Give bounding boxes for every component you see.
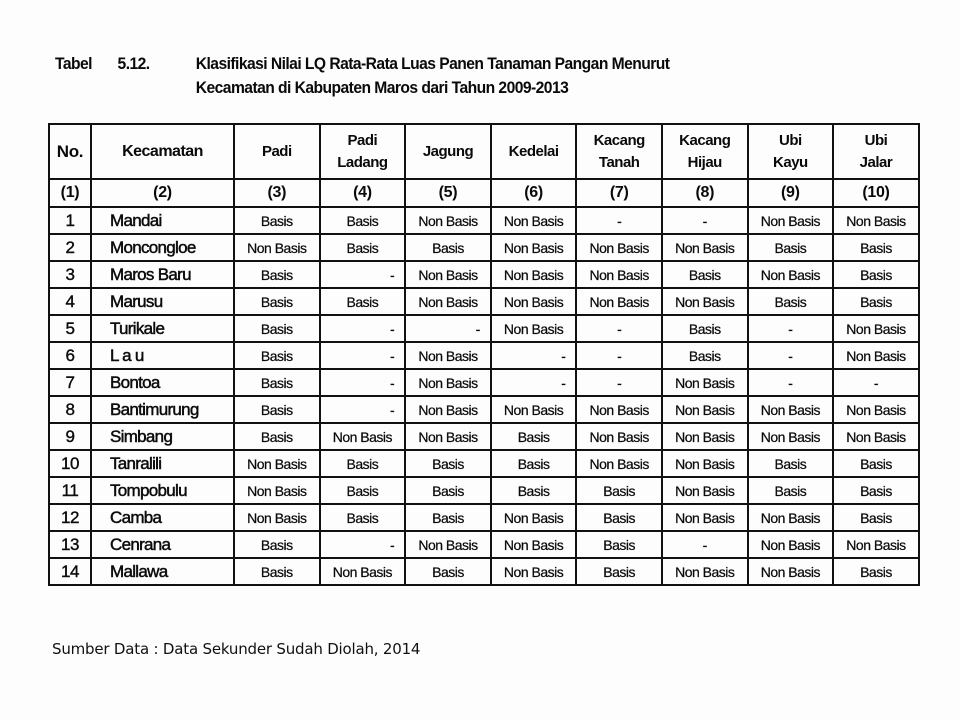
lq-class-cell: -: [576, 315, 662, 342]
table-row: [49, 369, 919, 396]
caption-title-line-1: Klasifikasi Nilai LQ Rata-Rata Luas Panen Tanaman Pangan Menurut: [195, 54, 670, 73]
lq-class-cell: -: [833, 369, 919, 396]
kecamatan-name: Tanralili: [91, 450, 234, 477]
kecamatan-name: Marusu: [91, 288, 234, 315]
caption-indent: [55, 76, 196, 100]
source-note: Sumber Data : Data Sekunder Sudah Diolah, 2014: [52, 640, 421, 658]
lq-class-cell: Basis: [405, 450, 491, 477]
header-ubi-jalar: [833, 124, 919, 179]
lq-class-cell: Non Basis: [405, 207, 491, 234]
header-no: No.: [49, 124, 91, 179]
header-kacang-hijau-line-2: Hijau: [687, 153, 722, 171]
lq-class-cell: Basis: [833, 450, 919, 477]
lq-class-cell: -: [662, 531, 748, 558]
row-number: 5: [49, 315, 91, 342]
lq-class-cell: Non Basis: [662, 396, 748, 423]
row-number: 6: [49, 342, 91, 369]
lq-class-cell: Basis: [320, 288, 406, 315]
lq-class-cell: Non Basis: [234, 450, 320, 477]
lq-class-cell: Non Basis: [662, 504, 748, 531]
header-ubi-jalar-line-1: Ubi: [864, 131, 888, 149]
lq-class-cell: Non Basis: [662, 558, 748, 585]
lq-class-cell: -: [320, 315, 406, 342]
table-row: [49, 342, 919, 369]
lq-class-cell: Basis: [662, 261, 748, 288]
lq-class-cell: Non Basis: [748, 261, 834, 288]
lq-class-cell: Basis: [405, 234, 491, 261]
header-kacang-tanah-line-1: Kacang: [593, 131, 645, 149]
table-row: [49, 558, 919, 585]
lq-class-cell: Basis: [833, 477, 919, 504]
lq-class-cell: Non Basis: [405, 342, 491, 369]
lq-class-cell: Basis: [320, 477, 406, 504]
lq-class-cell: Non Basis: [320, 558, 406, 585]
lq-class-cell: -: [320, 342, 406, 369]
header-row: [49, 124, 919, 179]
lq-class-cell: Non Basis: [405, 369, 491, 396]
kecamatan-name: Moncongloe: [91, 234, 234, 261]
lq-classification-table: [48, 123, 920, 586]
lq-class-cell: Basis: [234, 558, 320, 585]
kecamatan-name: Cenrana: [91, 531, 234, 558]
lq-class-cell: Basis: [491, 477, 577, 504]
lq-class-cell: Non Basis: [234, 234, 320, 261]
lq-class-cell: -: [320, 396, 406, 423]
header-kacang-hijau-line-1: Kacang: [679, 131, 731, 149]
lq-class-cell: Non Basis: [748, 558, 834, 585]
table-row: [49, 504, 919, 531]
lq-class-cell: Basis: [833, 288, 919, 315]
lq-class-cell: Basis: [405, 558, 491, 585]
row-number: 12: [49, 504, 91, 531]
lq-class-cell: Basis: [234, 342, 320, 369]
row-number: 3: [49, 261, 91, 288]
lq-class-cell: Basis: [748, 477, 834, 504]
lq-class-cell: Basis: [234, 288, 320, 315]
column-number: (5): [405, 179, 491, 207]
table-row: [49, 261, 919, 288]
kecamatan-name: Bantimurung: [91, 396, 234, 423]
table-row: [49, 423, 919, 450]
lq-class-cell: Non Basis: [491, 207, 577, 234]
column-number: (2): [91, 179, 234, 207]
header-jagung: Jagung: [405, 124, 491, 179]
lq-class-cell: -: [405, 315, 491, 342]
lq-class-cell: Basis: [234, 531, 320, 558]
lq-class-cell: Non Basis: [405, 423, 491, 450]
lq-class-cell: Basis: [833, 504, 919, 531]
header-ubi-kayu-line-2: Kayu: [773, 153, 808, 171]
lq-class-cell: -: [662, 207, 748, 234]
row-number: 8: [49, 396, 91, 423]
lq-class-cell: Non Basis: [491, 396, 577, 423]
lq-class-cell: Non Basis: [491, 315, 577, 342]
lq-class-cell: -: [576, 369, 662, 396]
lq-class-cell: Non Basis: [662, 288, 748, 315]
lq-class-cell: Non Basis: [662, 234, 748, 261]
lq-class-cell: Basis: [662, 315, 748, 342]
lq-class-cell: -: [748, 369, 834, 396]
lq-class-cell: Basis: [491, 423, 577, 450]
lq-class-cell: Non Basis: [662, 369, 748, 396]
lq-class-cell: Non Basis: [662, 450, 748, 477]
row-number: 14: [49, 558, 91, 585]
header-kacang-tanah: [576, 124, 662, 179]
lq-class-cell: -: [748, 315, 834, 342]
lq-class-cell: Non Basis: [576, 396, 662, 423]
header-ubi-jalar-line-2: Jalar: [859, 153, 893, 171]
kecamatan-name: Bontoa: [91, 369, 234, 396]
lq-class-cell: -: [320, 369, 406, 396]
header-kacang-tanah-line-2: Tanah: [598, 153, 640, 171]
lq-class-cell: Basis: [405, 504, 491, 531]
lq-class-cell: Basis: [662, 342, 748, 369]
lq-class-cell: Non Basis: [833, 207, 919, 234]
lq-class-cell: Non Basis: [234, 504, 320, 531]
lq-class-cell: Non Basis: [234, 477, 320, 504]
column-number: (4): [320, 179, 406, 207]
row-number: 11: [49, 477, 91, 504]
row-number: 10: [49, 450, 91, 477]
kecamatan-name: Simbang: [91, 423, 234, 450]
lq-class-cell: Basis: [833, 234, 919, 261]
lq-class-cell: Non Basis: [833, 342, 919, 369]
column-number: (7): [576, 179, 662, 207]
lq-class-cell: Non Basis: [576, 450, 662, 477]
lq-class-cell: Basis: [748, 450, 834, 477]
lq-class-cell: Basis: [833, 558, 919, 585]
lq-class-cell: Non Basis: [748, 423, 834, 450]
lq-class-cell: -: [576, 207, 662, 234]
lq-class-cell: Basis: [320, 234, 406, 261]
column-number: (9): [748, 179, 834, 207]
lq-class-cell: Basis: [405, 477, 491, 504]
caption-title-line-2: Kecamatan di Kabupaten Maros dari Tahun 2009-2013: [195, 78, 569, 97]
kecamatan-name: Tompobulu: [91, 477, 234, 504]
lq-class-cell: Basis: [234, 315, 320, 342]
column-number: (10): [833, 179, 919, 207]
lq-class-cell: -: [748, 342, 834, 369]
table-row: [49, 531, 919, 558]
row-number: 1: [49, 207, 91, 234]
lq-class-cell: Non Basis: [405, 261, 491, 288]
header-padi-ladang-line-1: Padi: [347, 131, 378, 149]
lq-class-cell: Basis: [748, 288, 834, 315]
lq-class-cell: Basis: [576, 477, 662, 504]
lq-class-cell: Basis: [320, 450, 406, 477]
table-row: [49, 315, 919, 342]
lq-class-cell: Basis: [234, 423, 320, 450]
lq-class-cell: Non Basis: [748, 207, 834, 234]
lq-class-cell: Basis: [748, 234, 834, 261]
header-ubi-kayu-line-1: Ubi: [779, 131, 802, 149]
lq-class-cell: Basis: [234, 369, 320, 396]
row-number: 9: [49, 423, 91, 450]
column-number: (3): [234, 179, 320, 207]
kecamatan-name: Camba: [91, 504, 234, 531]
column-number-row: [49, 179, 919, 207]
lq-class-cell: Non Basis: [748, 396, 834, 423]
column-number: (1): [49, 179, 91, 207]
column-number: (6): [491, 179, 577, 207]
row-number: 13: [49, 531, 91, 558]
header-kedelai: Kedelai: [491, 124, 577, 179]
row-number: 2: [49, 234, 91, 261]
kecamatan-name: Mallawa: [91, 558, 234, 585]
lq-class-cell: Basis: [320, 504, 406, 531]
lq-class-cell: Non Basis: [491, 558, 577, 585]
lq-class-cell: Non Basis: [491, 531, 577, 558]
lq-class-cell: Non Basis: [491, 261, 577, 288]
lq-class-cell: -: [320, 261, 406, 288]
table-caption: [55, 52, 669, 100]
lq-class-cell: Non Basis: [491, 288, 577, 315]
lq-class-cell: Non Basis: [576, 423, 662, 450]
caption-number: 5.12.: [117, 54, 150, 73]
caption-label: Tabel: [55, 54, 92, 73]
caption-line-2: [55, 76, 669, 100]
table-row: [49, 207, 919, 234]
table-row: [49, 288, 919, 315]
lq-class-cell: -: [491, 369, 577, 396]
lq-class-cell: -: [491, 342, 577, 369]
header-padi: Padi: [234, 124, 320, 179]
table-row: [49, 396, 919, 423]
lq-class-cell: Basis: [234, 396, 320, 423]
kecamatan-name: L a u: [91, 342, 234, 369]
kecamatan-name: Turikale: [91, 315, 234, 342]
column-number: (8): [662, 179, 748, 207]
lq-class-cell: Basis: [491, 450, 577, 477]
kecamatan-name: Maros Baru: [91, 261, 234, 288]
lq-class-cell: Non Basis: [576, 261, 662, 288]
table-row: [49, 450, 919, 477]
header-ubi-kayu: [748, 124, 834, 179]
lq-class-cell: -: [576, 342, 662, 369]
caption-line-1: [55, 52, 669, 76]
lq-class-cell: Non Basis: [491, 504, 577, 531]
header-kacang-hijau: [662, 124, 748, 179]
lq-class-cell: Basis: [576, 558, 662, 585]
header-padi-ladang-line-2: Ladang: [337, 153, 388, 171]
lq-class-cell: Non Basis: [576, 288, 662, 315]
header-padi-ladang: [320, 124, 406, 179]
table-row: [49, 477, 919, 504]
lq-class-cell: Non Basis: [833, 531, 919, 558]
lq-class-cell: Non Basis: [320, 423, 406, 450]
lq-class-cell: Non Basis: [748, 504, 834, 531]
lq-class-cell: Non Basis: [405, 531, 491, 558]
lq-class-cell: Non Basis: [405, 396, 491, 423]
lq-class-cell: Non Basis: [576, 234, 662, 261]
lq-class-cell: Non Basis: [662, 477, 748, 504]
header-kecamatan: Kecamatan: [91, 124, 234, 179]
lq-class-cell: Non Basis: [405, 288, 491, 315]
lq-class-cell: Basis: [234, 207, 320, 234]
lq-class-cell: Basis: [320, 207, 406, 234]
lq-class-cell: Basis: [576, 504, 662, 531]
row-number: 7: [49, 369, 91, 396]
lq-class-cell: Non Basis: [833, 396, 919, 423]
table-row: [49, 234, 919, 261]
lq-class-cell: Non Basis: [491, 234, 577, 261]
lq-class-cell: Non Basis: [833, 423, 919, 450]
lq-class-cell: Non Basis: [833, 315, 919, 342]
row-number: 4: [49, 288, 91, 315]
lq-class-cell: Basis: [576, 531, 662, 558]
lq-class-cell: Non Basis: [748, 531, 834, 558]
lq-class-cell: -: [320, 531, 406, 558]
lq-class-cell: Basis: [833, 261, 919, 288]
kecamatan-name: Mandai: [91, 207, 234, 234]
lq-class-cell: Basis: [234, 261, 320, 288]
table-body: [49, 207, 919, 585]
lq-class-cell: Non Basis: [662, 423, 748, 450]
